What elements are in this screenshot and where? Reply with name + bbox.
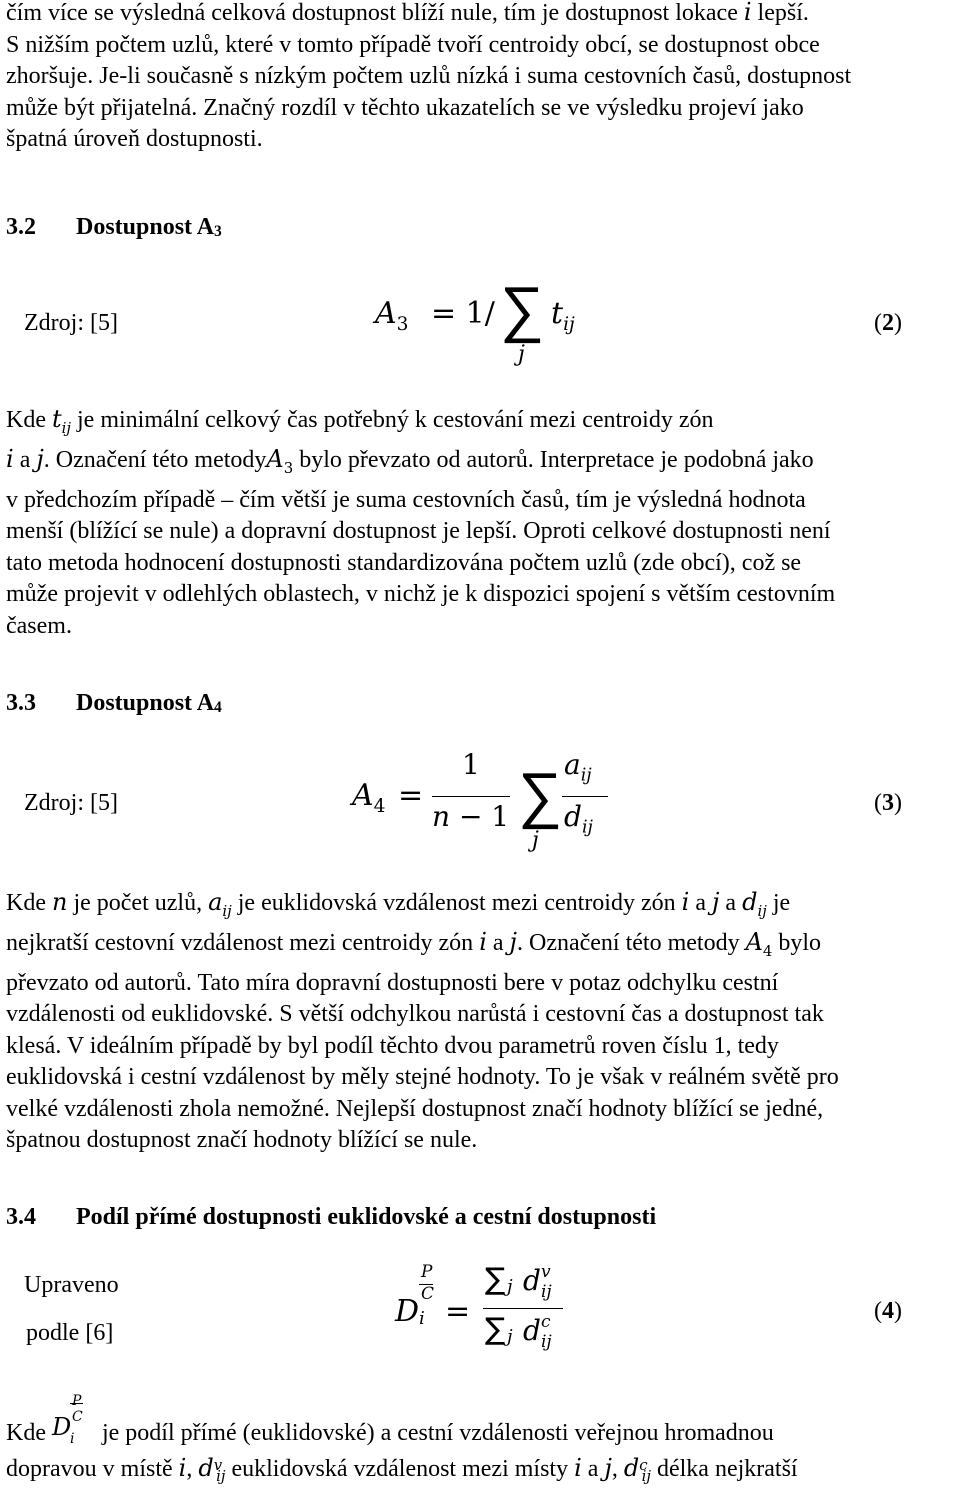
equation-a4: $A_4$ = 1 n − 1 ∑ j $a_{ij}$ $d_{ij}$	[352, 748, 622, 858]
section-3-3-paragraph: Kde n je počet uzlů, $a_{ij}$ je euklidovská vzdálenost mezi centroidy zón i a j a $d_{ij}$ je nejkratší cestovní vzdálenost mezi centroidy zón i a j. Označení této metody $A_4$ bylo převzato od autorů. Tato míra dopravní dostupnosti bere v potaz odchylku cestní vzdálenosti od euklidovské. S větší odchylkou narůstá i cestovní čas a dostupnost tak klesá. V ideálním případě by byl podíl těchto dvou parametrů roven číslu 1, tedy euklidovská i cestní vzdálenost by měly stejné hodnoty. To je však v reálném světě pro velké vzdálenosti zhola nemožné. Nejlepší dostupnost značí hodnoty blížící se jedné, špatnou dostupnost značí hodnoty blížící se nule.	[6, 888, 839, 1154]
s32-line-3: v předchozím případě – čím větší je suma cestovních časů, tím je výsledná hodnota	[6, 486, 806, 513]
intro-line-2: S nižším počtem uzlů, které v tomto případě tvoří centroidy obcí, se dostupnost obce	[6, 31, 820, 58]
s33-line-4: vzdálenosti od euklidovské. S větší odchylkou narůstá i cestovní čas a dostupnost tak	[6, 1001, 824, 1028]
s33-line-3: převzato od autorů. Tato míra dopravní dostupnosti bere v potaz odchylku cestní	[6, 969, 779, 996]
intro-line-5: špatná úroveň dostupnosti.	[6, 126, 263, 152]
equation-d-pc: D P C i = ∑ j d v ij ∑ j d c ij	[395, 1262, 595, 1372]
equation-a3: $A_3$ = 1/ ∑ j $t_{ij}$	[375, 272, 575, 367]
section-3-2-paragraph: Kde $t_{ij}$ je minimální celkový čas potřebný k cestování mezi centroidy zón i a j. Označení této metodyA$_3$ bylo převzato od autorů. Interpretace je podobná jako v předchozím případě – čím větší je suma cestovních časů, tím je výsledná hodnota menší (blížící se nule) a dopravní dostupnost je lepší. Oproti celkové dostupnosti není tato metoda hodnocení dostupnosti standardizována počtem uzlů (zde obcí), což se může projevit v odlehlých oblastech, v nichž je k dispozici spojení s větším cestovním časem.	[6, 405, 836, 639]
intro-line-1-a: čím více se výsledná celková dostupnost blíží nule, tím je dostupnost lokace	[6, 0, 744, 26]
section-3-4-paragraph: Kde D P C i je podíl přímé (euklidovské) a cestní vzdálenosti veřejnou hromadnou dopravou v místě i, $d^v_{ij}$ euklidovská vzdálenost mezi místy i a j, $d^c_{ij}$ délka nejkratší	[6, 1393, 798, 1486]
equation-source-3-2: Zdroj: [5]	[24, 310, 118, 336]
s33-line-5: klesá. V ideálním případě by byl podíl těchto dvou parametrů roven číslu 1, tedy	[6, 1032, 779, 1059]
section-heading-3-4: 3.4 Podíl přímé dostupnosti euklidovské a cestní dostupnosti	[6, 1204, 657, 1230]
s32-line-5: tato metoda hodnocení dostupnosti standardizována počtem uzlů (zde obcí), což se	[6, 549, 802, 576]
intro-line-4: může být přijatelná. Značný rozdíl v těchto ukazatelích se ve výsledku projeví jako	[6, 94, 804, 121]
equation-source-3-4-line-2: podle [6]	[26, 1320, 114, 1346]
intro-line-3: zhoršuje. Je-li současně s nízkým počtem uzlů nízká i suma cestovních časů, dostupnost	[6, 63, 852, 89]
equation-number-4: (4)	[874, 1298, 902, 1324]
symbol-d-pc: D P C i	[51, 1393, 83, 1447]
s33-line-7: velké vzdálenosti zhola nemožné. Nejlepší dostupnost značí hodnoty blížící se jedné,	[6, 1095, 824, 1122]
section-heading-3-3: 3.3 Dostupnost $A_4$	[6, 690, 222, 716]
intro-paragraph: čím více se výsledná celková dostupnost blíží nule, tím je dostupnost lokace i lepší. S nižším počtem uzlů, které v tomto případě tvoří centroidy obcí, se dostupnost obce zhoršuje. Je-li současně s nízkým počtem uzlů nízká i suma cestovních časů, dostupnost může být přijatelná. Značný rozdíl v těchto ukazatelích se ve výsledku projeví jako špatná úroveň dostupnosti.	[6, 0, 852, 152]
equation-source-3-4-line-1: Upraveno	[24, 1272, 119, 1298]
section-heading-3-2: 3.2 Dostupnost $A_3$	[6, 214, 222, 240]
s33-line-8: špatnou dostupnost značí hodnoty blížící se nule.	[6, 1127, 478, 1154]
s32-line-6: může projevit v odlehlých oblastech, v nichž je k dispozici spojení s větším cestovním	[6, 581, 836, 608]
equation-number-2: (2)	[874, 310, 902, 336]
s32-line-4: menší (blížící se nule) a dopravní dostupnost je lepší. Oproti celkové dostupnosti není	[6, 518, 831, 545]
equation-number-3: (3)	[874, 790, 902, 816]
equation-source-3-3: Zdroj: [5]	[24, 790, 118, 816]
s32-line-7: časem.	[6, 612, 72, 639]
s33-line-6: euklidovská i cestní vzdálenost by měly stejné hodnoty. To je však v reálném světě pro	[6, 1064, 839, 1091]
